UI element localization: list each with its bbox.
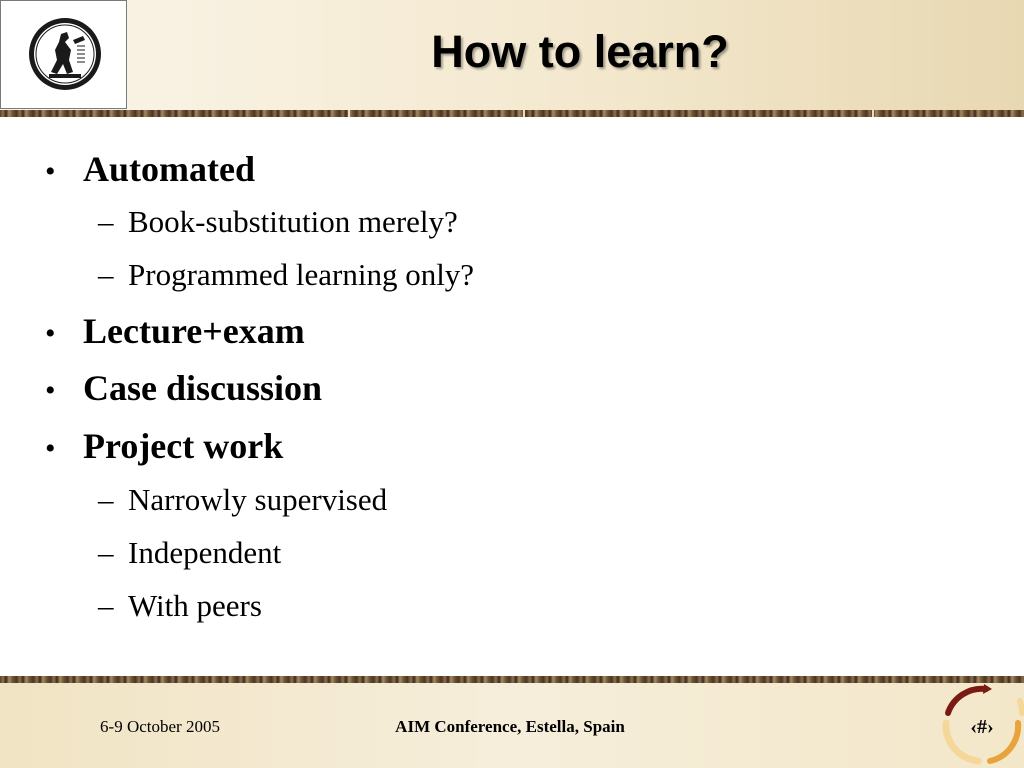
bullet-marker: • — [45, 374, 56, 407]
bullet-item — [45, 148, 255, 190]
slide-title: How to learn? — [431, 26, 729, 77]
sub-bullet-item — [98, 535, 281, 571]
slide-body — [0, 120, 1024, 676]
sub-bullet-item — [98, 204, 458, 240]
footer-date: 6-9 October 2005 — [100, 717, 220, 736]
sub-bullet-item — [98, 588, 262, 624]
sub-bullet-item — [98, 482, 387, 518]
bullet-text: Project work — [83, 426, 284, 466]
bullet-marker: • — [45, 155, 56, 188]
top-divider — [0, 110, 1024, 117]
dash-marker: – — [98, 588, 114, 623]
sub-bullet-text: With peers — [128, 588, 262, 623]
ntua-seal-icon — [27, 16, 103, 92]
sub-bullet-item — [98, 257, 474, 293]
bullet-marker: • — [45, 317, 56, 350]
sub-bullet-text: Book-substitution merely? — [128, 204, 458, 239]
dash-marker: – — [98, 535, 114, 570]
dash-marker: – — [98, 482, 114, 517]
logo-box — [0, 0, 127, 109]
bullet-marker: • — [45, 432, 56, 465]
bottom-divider — [0, 676, 1024, 683]
bullet-text: Automated — [83, 149, 255, 189]
dash-marker: – — [98, 257, 114, 292]
bullet-text: Case discussion — [83, 368, 323, 408]
footer-conference: AIM Conference, Estella, Spain — [395, 717, 625, 736]
slide-footer — [0, 683, 1024, 768]
dash-marker: – — [98, 204, 114, 239]
slide-header — [0, 0, 1024, 110]
page-number: ‹#› — [970, 716, 994, 738]
bullet-item — [45, 425, 283, 467]
sub-bullet-text: Independent — [128, 535, 282, 570]
bullet-text: Lecture+exam — [83, 311, 305, 351]
sub-bullet-text: Programmed learning only? — [128, 257, 475, 292]
bullet-item — [45, 310, 305, 352]
bullet-item — [45, 367, 322, 409]
sub-bullet-text: Narrowly supervised — [128, 482, 388, 517]
